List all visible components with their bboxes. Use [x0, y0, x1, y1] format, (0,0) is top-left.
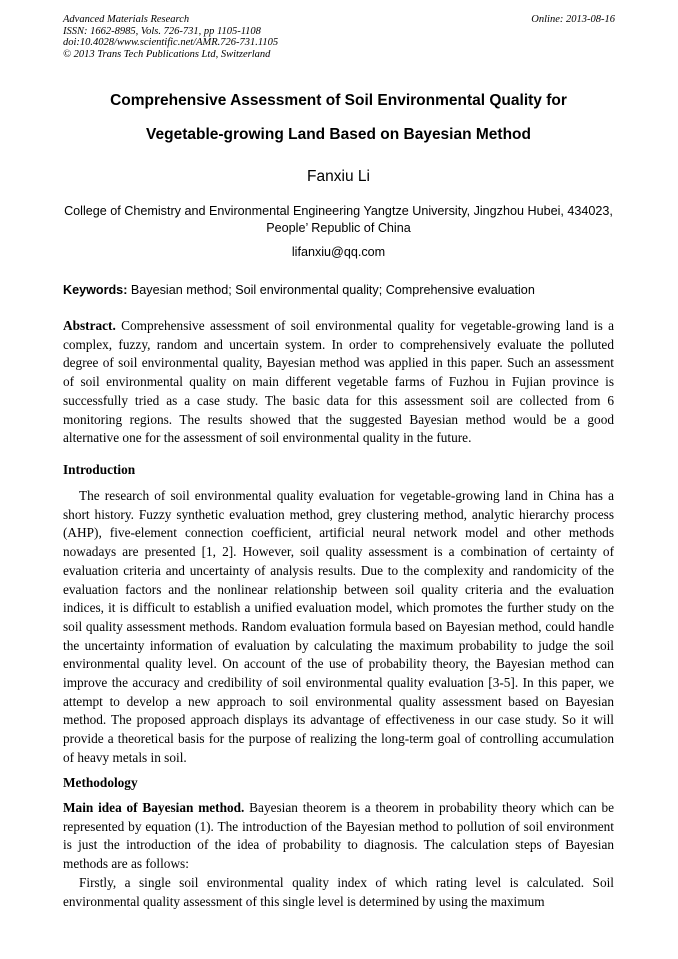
keywords-label: Keywords:: [63, 283, 128, 297]
introduction-heading: Introduction: [63, 462, 136, 477]
issn: ISSN: 1662-8985, Vols. 726-731, pp 1105-1108: [63, 25, 261, 37]
doi: doi:10.4028/www.scientific.net/AMR.726-731.1105: [63, 37, 279, 48]
title-line-2: Vegetable-growing Land Based on Bayesian Method: [146, 126, 531, 143]
affiliation-line-1: College of Chemistry and Environmental Engineering Yangtze University, Jingzhou Hubei, 434023,: [64, 204, 613, 218]
journal-info: [63, 14, 278, 60]
firstly-paragraph: Firstly, a single soil environmental quality index of which rating level is calculated. Soil environmental quality assessment of this single level is determined by using the maximum: [63, 875, 614, 909]
email: lifanxiu@qq.com: [291, 245, 386, 259]
keywords-text: Bayesian method; Soil environmental quality; Comprehensive evaluation: [127, 283, 535, 297]
journal-name: Advanced Materials Research: [63, 14, 190, 25]
keywords: [63, 283, 535, 297]
abstract: [63, 317, 614, 448]
copyright: © 2013 Trans Tech Publications Ltd, Switzerland: [63, 48, 271, 60]
main-idea-label: Main idea of Bayesian method.: [63, 800, 245, 815]
author: Fanxiu Li: [307, 168, 370, 185]
methodology-heading: Methodology: [63, 775, 138, 790]
introduction-text: The research of soil environmental quality evaluation for vegetable-growing land in China has a short history. Fuzzy synthetic evaluation method, grey clustering method, analytic hierarchy process (AHP), five-element connection coefficient, artificial neural network model and other methods nowadays are presented [1, 2]. However, soil quality assessment is a combination of certainty of evaluation criteria and uncertainty of analysis results. Due to the complexity and randomicity of the evaluation factors and the nonlinear relationship between soil quality criteria and the evaluation indices, it is difficult to establish a unified evaluation model, which promotes the further study on the soil quality assessment methods. Random evaluation formula based on Bayesian method, could handle the uncertainty information of evaluation by calculating the maximum probability to judge the soil environmental quality level. On account of the use of probability theory, the Bayesian method can improve the accuracy and credibility of soil environmental quality evaluation [3-5]. In this paper, we attempt to develop a new approach to soil environmental quality assessment based on Bayesian method. The proposed approach displays its advantage of effectiveness in our case study. So it will provide a theoretical basis for the purpose of realizing the long-term goal of controlling accumulation of heavy metals in soil.: [63, 488, 614, 765]
affiliation-line-2: People’ Republic of China: [266, 221, 411, 235]
affiliation: [58, 203, 619, 237]
abstract-label: Abstract.: [63, 318, 116, 333]
abstract-text: Comprehensive assessment of soil environmental quality for vegetable-growing land is a complex, fuzzy, random and uncertain system. In order to comprehensively evaluate the polluted degree of soil environmental quality, Bayesian method was applied in this paper. Such an assessment of soil environmental quality on main different vegetable farms of Fuzhou in Fujian province is successfully tried as a case study. The basic data for this assessment soil are collected from 6 monitoring regions. The results showed that the suggested Bayesian method would be a good alternative one for the assessment of soil environmental quality in the future.: [63, 318, 614, 446]
online-date: Online: 2013-08-16: [531, 14, 615, 25]
main-idea-text: Bayesian theorem is a theorem in probability theory which can be represented by equation (1). The introduction of the Bayesian method to pollution of soil environment is just the introduction of the idea of probability to diagnosis. The calculation steps of Bayesian methods are as follows:: [63, 800, 615, 872]
title-line-1: Comprehensive Assessment of Soil Environmental Quality for: [110, 92, 567, 109]
main-idea-paragraph: [63, 799, 614, 874]
